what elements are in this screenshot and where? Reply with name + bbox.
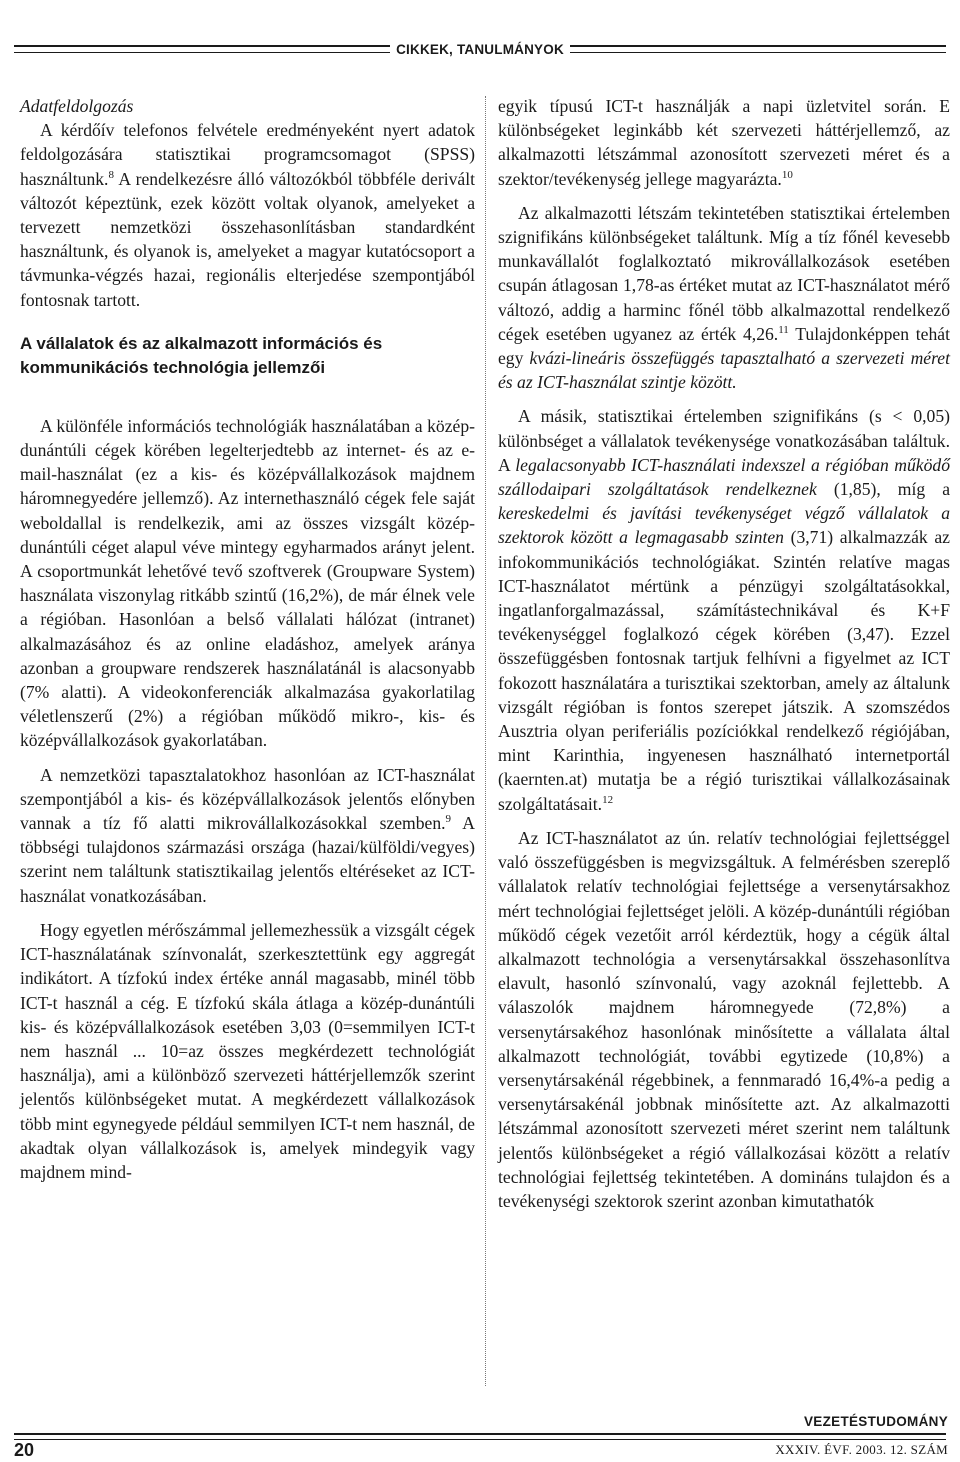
issue-info: XXXIV. ÉVF. 2003. 12. SZÁM [775, 1442, 948, 1457]
paragraph: A nemzetközi tapasztalatokhoz hasonlóan az ICT-használat szempontjából a kis- és középvállalkozások jelentős előnyben vannak a tíz fő alatti mikrovállalkozásokkal szemben.$^9$ A többségi tulajdonos származási országa (hazai/külföldi/vegyes) szerint nem találtunk statisztikailag jelentős eltéréseket az ICT-használat vonatkozásában. [20, 764, 475, 906]
left-column [20, 94, 475, 1184]
page-number: 20 [14, 1440, 35, 1460]
paragraph: A másik, statisztikai értelemben szignifikáns (s < 0,05) különbséget a vállalatok tevékenysége vonatkozásában találtuk. A legalacsonyabb ICT-használati indexszel a régióban működő szállodaipari szolgáltatások rendelkeznek (1,85), míg a kereskedelmi és javítási tevékenységet végző vállalatok a szektorok között a legmagasabb szinten (3,71) alkalmazzák az infokommunikációs technológiákat. Szintén relatíve magas ICT-használatot mértünk a pénzügyi szolgáltatásokkal, ingatlanforgalmazással, számítástechnikával és K+F tevékenységgel foglalkozó cégek körében (3,47). Ezzel összefüggésben fontosnak tartjuk felhívni a figyelmet az ICT fokozott használatára a turisztikai szektorban, amely az általunk vizsgált régióban is fontos szerepet játszik. A szomszédos Ausztria olyan periferiális pozíciókkal rendelkező régiójában, mint Karinthia, ingyenesen használható internetportál (kaernten.at) mutatja be a régió turisztikai vállalkozásainak szolgáltatásait.$^{12}$ [498, 406, 951, 814]
paragraph: A kérdőív telefonos felvétele eredményeként nyert adatok feldolgozására statisztikai programcsomagot (SPSS) használtunk.$^8$ A rendelkezésre álló változókból többféle derivált változót képeztünk, ezek között voltak olyanok, amelyeket a tervezett nemzetközi összehasonlításban standardként használtunk, és olyanok is, amelyeket a magyar kutatócsoport a távmunka-végzés hazai, regionális elterjedése szempontjából fontosnak tartott. [20, 120, 475, 310]
column-divider [485, 96, 486, 1386]
header-rule-right [570, 45, 946, 53]
paragraph: A különféle információs technológiák használatában a közép-dunántúli cégek körében legelterjedtebb az internet- és az e-mail-használat (ez a kis- és középvállalkozások majdnem háromnegyedére jellemző). Az internethasználó cégek fele saját weboldallal is rendelkezik, ami az összes vizsgált közép-dunántúli céget alapul véve mintegy egyharmados arányt jelent. A csoportmunkát lehetővé tevő szoftverek (Groupware System) használata viszonylag ritkább szintű (16,2%), de már élnek vele a régióban. Hasonlóan a belső vállalati hálózat (intranet) alkalmazásához és az online eladáshoz, amelyek aránya azonban a groupware rendszerek használatánál is alacsonyabb (7% alatti). A videokonferenciák alkalmazása gyakorlatilag véletlenszerű (2%) a régióban működő mikro-, kis- és középvállalkozások gyakorlatában. [20, 415, 475, 751]
footnote-ref: 11 [778, 323, 789, 336]
section-title: CIKKEK, TANULMÁNYOK [396, 41, 564, 57]
footnote-ref: 12 [602, 793, 614, 806]
subsection-title: Adatfeldolgozás [20, 96, 134, 116]
paragraph: Az alkalmazotti létszám tekintetében statisztikai értelemben szignifikáns különbségeket találtunk. Míg a tíz főnél kevesebb munkavállalót foglalkoztató mikrovállalkozások esetében csupán átlagosan 1,78-as értéket mutat az ICT-használatot mérő változó, addig a harminc főnél több alkalmazottal rendelkező cégek esetében ugyanez az érték 4,26.11 Tulajdonképpen tehát egy kvázi-lineáris összefüggés tapasztalható a szervezeti méret és az ICT-használat szintje között. [498, 202, 950, 393]
paragraph: Az ICT-használatot az ún. relatív technológiai fejlettséggel való összefüggésben is megvizsgáltuk. A felmérésben szereplő vállalatok relatív technológiai fejlettsége a versenytársakhoz mért technológiai fejlettséget jelöli. A közép-dunántúli régióban működő cégek vezetőit arról kérdeztük, hogy a cégük által alkalmazott technológia a versenytársakkal összehasonlítva elavult, hasonló színvonalú, vagy azoknál fejlettebb. A válaszolók majdnem háromnegyede (72,8%) a versenytársakéhoz hasonlónak minősítette a vállalata által alkalmazott technológiát, további egytizede (10,8%) a versenytársakénál régebbinek, a fennmaradó 16,4%-a pedig a versenytársakénál jobbnak minősítette azt. Az alkalmazotti létszámmal azonosított szervezeti méret szerint nem találtunk jelentős különbségeket a régió vállalkozásai között a relatív technológiai fejlettség tekintetében. A domináns tulajdon és a tevékenységi szektorok szerint azonban kimutathatók [498, 827, 950, 1211]
footnote-ref: 8 [108, 168, 114, 181]
paragraph: Hogy egyetlen mérőszámmal jellemezhessük a vizsgált cégek ICT-használatának színvonalát, szerkesztettünk egy aggregát indikátort. A tízfokú index értéke annál magasabb, minél több ICT-t használ a cég. E tízfokú skála átlaga a közép-dunántúli kis- és középvállalkozások esetében 3,03 (0=semmilyen ICT-t nem használ ... 10=az összes megkérdezett technológiát használja), ami a különböző szervezeti háttérjellemzők szerint jelentős különbségeket mutat. A megkérdezett vállalkozások több mint egynegyede például semmilyen ICT-t nem használ, de akadtak olyan vállalkozások is, amelyek mindegyik vagy majdnem mind- [20, 919, 475, 1182]
paragraph: egyik típusú ICT-t használják a napi üzletvitel során. E különbségeket leginkább két szervezeti háttérjellemző, az alkalmazotti létszámmal azonosított szervezeti méret és a szektor/tevékenység jellege magyarázta.$^{10}$ [498, 96, 950, 189]
footer-rule [14, 1433, 946, 1440]
right-column [498, 94, 950, 1213]
journal-name: VEZETÉSTUDOMÁNY [803, 1414, 948, 1429]
footnote-ref: 9 [445, 813, 452, 826]
footnote-ref: 10 [781, 168, 793, 181]
header-rule-left [14, 45, 390, 53]
running-header [14, 40, 946, 58]
section-heading: A vállalatok és az alkalmazott információs és kommunikációs technológia jellemzői [20, 333, 383, 377]
